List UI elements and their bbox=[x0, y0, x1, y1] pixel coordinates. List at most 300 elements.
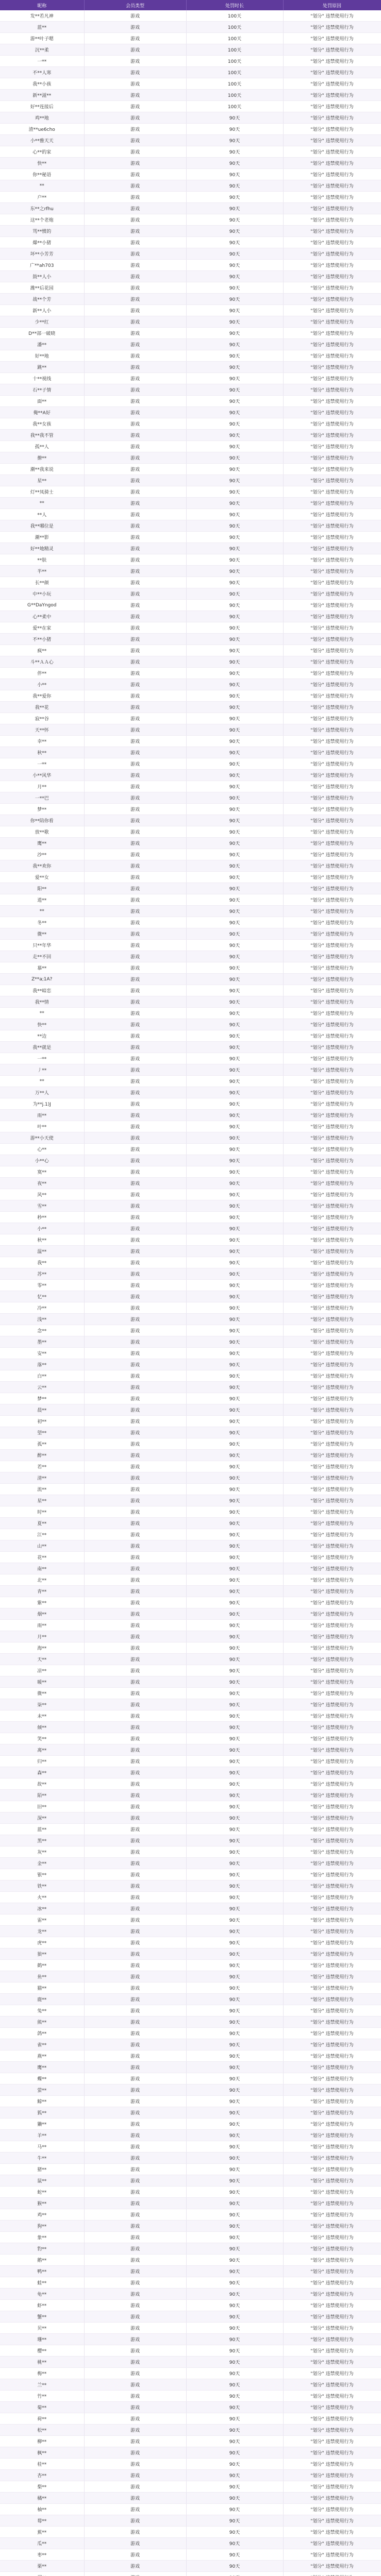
cell-member-type: 游戏 bbox=[84, 1812, 186, 1824]
cell-member-type: 游戏 bbox=[84, 1064, 186, 1076]
table-row bbox=[0, 611, 381, 622]
cell-duration: 90天 bbox=[186, 486, 283, 498]
table-row bbox=[0, 2425, 381, 2436]
table-row bbox=[0, 758, 381, 770]
table-row bbox=[0, 849, 381, 860]
cell-duration: 100天 bbox=[186, 90, 283, 101]
table-row bbox=[0, 1121, 381, 1132]
cell-reason: "划分" 违禁使用行为 bbox=[283, 2243, 381, 2255]
cell-reason: "划分" 违禁使用行为 bbox=[283, 1699, 381, 1710]
cell-nickname: 游**小天使 bbox=[0, 1132, 84, 1144]
cell-reason: "划分" 违禁使用行为 bbox=[283, 248, 381, 260]
cell-duration: 90天 bbox=[186, 1914, 283, 1926]
cell-member-type: 游戏 bbox=[84, 2515, 186, 2527]
cell-duration: 100天 bbox=[186, 10, 283, 22]
cell-nickname bbox=[0, 2572, 84, 2576]
cell-duration: 90天 bbox=[186, 2447, 283, 2459]
cell-reason: "划分" 违禁使用行为 bbox=[283, 328, 381, 339]
cell-nickname: **边 bbox=[0, 1030, 84, 1042]
table-row bbox=[0, 2198, 381, 2209]
cell-duration: 90天 bbox=[186, 1495, 283, 1506]
cell-reason: "划分" 违禁使用行为 bbox=[283, 804, 381, 815]
cell-member-type: 游戏 bbox=[84, 1359, 186, 1370]
cell-duration: 90天 bbox=[186, 2050, 283, 2062]
table-row bbox=[0, 951, 381, 962]
cell-reason: "划分" 违禁使用行为 bbox=[283, 1291, 381, 1302]
cell-nickname: **肤 bbox=[0, 554, 84, 566]
cell-nickname: 撩** bbox=[0, 452, 84, 464]
cell-nickname: 十**视线 bbox=[0, 373, 84, 384]
cell-duration bbox=[186, 2572, 283, 2576]
cell-nickname: 鹿** bbox=[0, 1994, 84, 2005]
cell-duration: 90天 bbox=[186, 2459, 283, 2470]
cell-duration: 90天 bbox=[186, 498, 283, 509]
table-row bbox=[0, 872, 381, 883]
cell-duration: 90天 bbox=[186, 1563, 283, 1574]
cell-reason: "划分" 违禁使用行为 bbox=[283, 2028, 381, 2039]
table-row bbox=[0, 917, 381, 928]
cell-member-type: 游戏 bbox=[84, 634, 186, 645]
cell-nickname: 爱**女 bbox=[0, 872, 84, 883]
cell-nickname: 我**就是 bbox=[0, 1042, 84, 1053]
cell-duration: 90天 bbox=[186, 883, 283, 894]
cell-duration: 90天 bbox=[186, 2470, 283, 2481]
table-row bbox=[0, 645, 381, 656]
cell-duration: 90天 bbox=[186, 1268, 283, 1280]
cell-nickname: 鲸** bbox=[0, 2096, 84, 2107]
table-row bbox=[0, 996, 381, 1008]
cell-member-type: 游戏 bbox=[84, 1586, 186, 1597]
cell-nickname: 新**人小 bbox=[0, 305, 84, 316]
cell-reason: "划分" 违禁使用行为 bbox=[283, 1325, 381, 1336]
cell-reason: "划分" 违禁使用行为 bbox=[283, 475, 381, 486]
table-row bbox=[0, 1348, 381, 1359]
cell-member-type: 游戏 bbox=[84, 520, 186, 532]
cell-member-type: 游戏 bbox=[84, 1858, 186, 1869]
cell-reason: "划分" 违禁使用行为 bbox=[283, 2334, 381, 2345]
cell-reason: "划分" 违禁使用行为 bbox=[283, 996, 381, 1008]
cell-duration: 90天 bbox=[186, 2005, 283, 2016]
cell-member-type: 游戏 bbox=[84, 2391, 186, 2402]
cell-duration: 90天 bbox=[186, 1688, 283, 1699]
cell-nickname: ** bbox=[0, 1008, 84, 1019]
cell-reason: "划分" 违禁使用行为 bbox=[283, 940, 381, 951]
cell-reason: "划分" 违禁使用行为 bbox=[283, 33, 381, 44]
table-row bbox=[0, 1642, 381, 1654]
table-row bbox=[0, 577, 381, 588]
cell-nickname: 狐** bbox=[0, 2107, 84, 2119]
cell-member-type: 游戏 bbox=[84, 101, 186, 112]
cell-reason: "划分" 违禁使用行为 bbox=[283, 1200, 381, 1212]
cell-nickname: **人 bbox=[0, 509, 84, 520]
cell-nickname: 天**怀 bbox=[0, 724, 84, 736]
cell-duration: 90天 bbox=[186, 543, 283, 554]
cell-reason: "划分" 违禁使用行为 bbox=[283, 554, 381, 566]
table-row bbox=[0, 656, 381, 668]
cell-member-type: 游戏 bbox=[84, 248, 186, 260]
cell-reason: "划分" 违禁使用行为 bbox=[283, 1155, 381, 1166]
cell-reason: "划分" 违禁使用行为 bbox=[283, 1665, 381, 1676]
cell-reason: "划分" 违禁使用行为 bbox=[283, 373, 381, 384]
cell-member-type: 游戏 bbox=[84, 951, 186, 962]
cell-reason: "划分" 违禁使用行为 bbox=[283, 679, 381, 690]
cell-duration: 90天 bbox=[186, 1042, 283, 1053]
cell-reason: "划分" 违禁使用行为 bbox=[283, 1416, 381, 1427]
cell-nickname: 未** bbox=[0, 1710, 84, 1722]
cell-reason: "划分" 违禁使用行为 bbox=[283, 2357, 381, 2368]
cell-member-type: 游戏 bbox=[84, 2073, 186, 2084]
cell-nickname: D**部一破晓 bbox=[0, 328, 84, 339]
cell-reason: "划分" 违禁使用行为 bbox=[283, 2323, 381, 2334]
cell-nickname: 枫** bbox=[0, 2447, 84, 2459]
table-row bbox=[0, 1631, 381, 1642]
cell-duration: 90天 bbox=[186, 1132, 283, 1144]
table-row bbox=[0, 2096, 381, 2107]
cell-reason: "划分" 违禁使用行为 bbox=[283, 1030, 381, 1042]
table-row bbox=[0, 1846, 381, 1858]
table-row bbox=[0, 1166, 381, 1178]
cell-member-type: 游戏 bbox=[84, 1518, 186, 1529]
cell-member-type: 游戏 bbox=[84, 2368, 186, 2379]
cell-member-type: 游戏 bbox=[84, 1790, 186, 1801]
cell-reason: "划分" 违禁使用行为 bbox=[283, 2368, 381, 2379]
table-row bbox=[0, 237, 381, 248]
cell-nickname: 丿** bbox=[0, 1064, 84, 1076]
cell-reason bbox=[283, 2572, 381, 2576]
cell-nickname: 我**花 bbox=[0, 702, 84, 713]
cell-reason: "划分" 违禁使用行为 bbox=[283, 2425, 381, 2436]
table-row bbox=[0, 2221, 381, 2232]
table-row bbox=[0, 2209, 381, 2221]
cell-duration: 90天 bbox=[186, 1756, 283, 1767]
table-row bbox=[0, 2107, 381, 2119]
cell-duration: 90天 bbox=[186, 962, 283, 974]
cell-duration: 90天 bbox=[186, 702, 283, 713]
cell-member-type: 游戏 bbox=[84, 872, 186, 883]
cell-nickname: 蓝** bbox=[0, 1824, 84, 1835]
cell-member-type: 游戏 bbox=[84, 826, 186, 838]
cell-member-type: 游戏 bbox=[84, 1767, 186, 1778]
cell-member-type: 游戏 bbox=[84, 2096, 186, 2107]
cell-member-type: 游戏 bbox=[84, 260, 186, 271]
header-penalty-reason: 处罚原因 bbox=[283, 0, 381, 10]
cell-member-type: 游戏 bbox=[84, 498, 186, 509]
cell-reason: "划分" 违禁使用行为 bbox=[283, 2277, 381, 2289]
cell-reason: "划分" 违禁使用行为 bbox=[283, 56, 381, 67]
cell-reason: "划分" 违禁使用行为 bbox=[283, 2153, 381, 2164]
table-row bbox=[0, 928, 381, 940]
cell-duration: 90天 bbox=[186, 1994, 283, 2005]
cell-nickname: 冰** bbox=[0, 1903, 84, 1914]
cell-reason: "划分" 违禁使用行为 bbox=[283, 2515, 381, 2527]
cell-reason: "划分" 违禁使用行为 bbox=[283, 1767, 381, 1778]
table-row bbox=[0, 2073, 381, 2084]
cell-duration: 90天 bbox=[186, 294, 283, 305]
table-row bbox=[0, 441, 381, 452]
cell-reason: "划分" 违禁使用行为 bbox=[283, 2130, 381, 2141]
cell-duration: 90天 bbox=[186, 1438, 283, 1450]
cell-duration: 90天 bbox=[186, 1744, 283, 1756]
cell-nickname: 熊** bbox=[0, 2016, 84, 2028]
cell-duration: 90天 bbox=[186, 339, 283, 350]
cell-duration: 90天 bbox=[186, 1008, 283, 1019]
cell-reason: "划分" 违禁使用行为 bbox=[283, 2084, 381, 2096]
cell-duration: 90天 bbox=[186, 792, 283, 804]
table-row bbox=[0, 169, 381, 180]
cell-member-type: 游戏 bbox=[84, 2277, 186, 2289]
cell-duration: 90天 bbox=[186, 407, 283, 418]
table-row bbox=[0, 1189, 381, 1200]
table-row bbox=[0, 566, 381, 577]
table-row bbox=[0, 1858, 381, 1869]
cell-nickname: 户** bbox=[0, 192, 84, 203]
cell-member-type: 游戏 bbox=[84, 328, 186, 339]
table-row bbox=[0, 736, 381, 747]
cell-reason: "划分" 违禁使用行为 bbox=[283, 271, 381, 282]
cell-nickname: 羊** bbox=[0, 2130, 84, 2141]
cell-reason: "划分" 违禁使用行为 bbox=[283, 1597, 381, 1608]
cell-nickname: 江** bbox=[0, 1529, 84, 1540]
cell-nickname: 好**地精灵 bbox=[0, 543, 84, 554]
cell-nickname: 潮**影 bbox=[0, 532, 84, 543]
cell-duration: 90天 bbox=[186, 1336, 283, 1348]
table-row bbox=[0, 498, 381, 509]
cell-duration: 90天 bbox=[186, 2107, 283, 2119]
table-row bbox=[0, 2277, 381, 2289]
cell-member-type: 游戏 bbox=[84, 2289, 186, 2300]
cell-member-type: 游戏 bbox=[84, 1325, 186, 1336]
cell-nickname: 菊** bbox=[0, 2402, 84, 2413]
cell-reason: "划分" 违禁使用行为 bbox=[283, 1552, 381, 1563]
cell-reason: "划分" 违禁使用行为 bbox=[283, 2039, 381, 2050]
cell-member-type: 游戏 bbox=[84, 1019, 186, 1030]
table-row bbox=[0, 418, 381, 430]
cell-nickname: 瓜** bbox=[0, 2538, 84, 2549]
cell-nickname: 疯** bbox=[0, 645, 84, 656]
cell-member-type: 游戏 bbox=[84, 2005, 186, 2016]
cell-duration: 90天 bbox=[186, 1812, 283, 1824]
table-row bbox=[0, 2504, 381, 2515]
cell-reason: "划分" 违禁使用行为 bbox=[283, 1812, 381, 1824]
table-row bbox=[0, 1608, 381, 1620]
table-row bbox=[0, 1597, 381, 1608]
table-row bbox=[0, 396, 381, 407]
cell-duration: 90天 bbox=[186, 1223, 283, 1234]
cell-member-type: 游戏 bbox=[84, 226, 186, 237]
cell-member-type: 游戏 bbox=[84, 1733, 186, 1744]
cell-nickname: 北** bbox=[0, 1574, 84, 1586]
cell-nickname: 一** bbox=[0, 1053, 84, 1064]
cell-nickname: 温** bbox=[0, 1246, 84, 1257]
table-row bbox=[0, 781, 381, 792]
cell-reason: "划分" 违禁使用行为 bbox=[283, 2402, 381, 2413]
cell-member-type: 游戏 bbox=[84, 1506, 186, 1518]
cell-reason: "划分" 违禁使用行为 bbox=[283, 1733, 381, 1744]
table-row bbox=[0, 2402, 381, 2413]
cell-reason: "划分" 违禁使用行为 bbox=[283, 78, 381, 90]
table-row bbox=[0, 452, 381, 464]
cell-member-type: 游戏 bbox=[84, 736, 186, 747]
cell-duration: 90天 bbox=[186, 2016, 283, 2028]
cell-reason: "划分" 违禁使用行为 bbox=[283, 441, 381, 452]
cell-member-type: 游戏 bbox=[84, 2050, 186, 2062]
cell-duration: 90天 bbox=[186, 1110, 283, 1121]
cell-member-type: 游戏 bbox=[84, 146, 186, 158]
table-row bbox=[0, 1801, 381, 1812]
cell-duration: 90天 bbox=[186, 1098, 283, 1110]
cell-duration: 90天 bbox=[186, 362, 283, 373]
cell-duration: 90天 bbox=[186, 2413, 283, 2425]
cell-member-type: 游戏 bbox=[84, 1234, 186, 1246]
cell-nickname: 兰** bbox=[0, 2379, 84, 2391]
cell-reason: "划分" 违禁使用行为 bbox=[283, 1676, 381, 1688]
cell-reason: "划分" 违禁使用行为 bbox=[283, 1892, 381, 1903]
cell-duration: 90天 bbox=[186, 860, 283, 872]
cell-duration: 90天 bbox=[186, 1427, 283, 1438]
cell-duration: 90天 bbox=[186, 951, 283, 962]
cell-member-type: 游戏 bbox=[84, 1178, 186, 1189]
table-row bbox=[0, 305, 381, 316]
cell-reason: "划分" 违禁使用行为 bbox=[283, 1858, 381, 1869]
cell-nickname: 潮**我来说 bbox=[0, 464, 84, 475]
cell-duration: 90天 bbox=[186, 1121, 283, 1132]
cell-nickname: ** bbox=[0, 906, 84, 917]
cell-member-type: 游戏 bbox=[84, 452, 186, 464]
cell-reason: "划分" 违禁使用行为 bbox=[283, 384, 381, 396]
table-row bbox=[0, 1144, 381, 1155]
table-row bbox=[0, 1019, 381, 1030]
cell-nickname: 梅** bbox=[0, 2368, 84, 2379]
table-row bbox=[0, 2028, 381, 2039]
cell-member-type: 游戏 bbox=[84, 1144, 186, 1155]
cell-member-type: 游戏 bbox=[84, 668, 186, 679]
cell-duration: 90天 bbox=[186, 1019, 283, 1030]
cell-reason: "划分" 违禁使用行为 bbox=[283, 1835, 381, 1846]
cell-reason: "划分" 违禁使用行为 bbox=[283, 668, 381, 679]
cell-reason: "划分" 违禁使用行为 bbox=[283, 2311, 381, 2323]
table-row bbox=[0, 135, 381, 146]
cell-nickname: 为**j.1)J bbox=[0, 1098, 84, 1110]
table-row bbox=[0, 1212, 381, 1223]
table-row bbox=[0, 1223, 381, 1234]
cell-member-type: 游戏 bbox=[84, 2039, 186, 2050]
cell-member-type: 游戏 bbox=[84, 373, 186, 384]
cell-reason: "划分" 违禁使用行为 bbox=[283, 815, 381, 826]
cell-duration: 90天 bbox=[186, 1948, 283, 1960]
cell-member-type: 游戏 bbox=[84, 1654, 186, 1665]
cell-duration: 90天 bbox=[186, 1880, 283, 1892]
table-row bbox=[0, 2345, 381, 2357]
cell-duration: 90天 bbox=[186, 1064, 283, 1076]
cell-duration: 90天 bbox=[186, 1484, 283, 1495]
cell-member-type: 游戏 bbox=[84, 1087, 186, 1098]
table-row bbox=[0, 1835, 381, 1846]
table-row bbox=[0, 339, 381, 350]
cell-member-type: 游戏 bbox=[84, 792, 186, 804]
cell-member-type: 游戏 bbox=[84, 1166, 186, 1178]
cell-reason: "划分" 违禁使用行为 bbox=[283, 237, 381, 248]
cell-duration: 90天 bbox=[186, 1370, 283, 1382]
cell-reason: "划分" 违禁使用行为 bbox=[283, 90, 381, 101]
table-row bbox=[0, 600, 381, 611]
cell-nickname: 鹰** bbox=[0, 2062, 84, 2073]
cell-nickname: 我**我不管 bbox=[0, 430, 84, 441]
cell-nickname: 离** bbox=[0, 1744, 84, 1756]
cell-member-type: 游戏 bbox=[84, 2379, 186, 2391]
cell-reason: "划分" 违禁使用行为 bbox=[283, 158, 381, 169]
cell-member-type: 游戏 bbox=[84, 22, 186, 33]
cell-member-type: 游戏 bbox=[84, 838, 186, 849]
cell-nickname: 蓝** bbox=[0, 22, 84, 33]
table-row bbox=[0, 2164, 381, 2175]
cell-duration: 90天 bbox=[186, 2141, 283, 2153]
cell-duration: 90天 bbox=[186, 600, 283, 611]
cell-nickname: 爱**在家 bbox=[0, 622, 84, 634]
cell-nickname: 阳** bbox=[0, 883, 84, 894]
cell-reason: "划分" 违禁使用行为 bbox=[283, 532, 381, 543]
cell-duration: 90天 bbox=[186, 1178, 283, 1189]
cell-member-type: 游戏 bbox=[84, 1404, 186, 1416]
cell-duration: 90天 bbox=[186, 1257, 283, 1268]
table-row bbox=[0, 1178, 381, 1189]
table-row bbox=[0, 486, 381, 498]
cell-member-type: 游戏 bbox=[84, 90, 186, 101]
cell-member-type: 游戏 bbox=[84, 1756, 186, 1767]
cell-member-type: 游戏 bbox=[84, 1053, 186, 1064]
cell-reason: "划分" 违禁使用行为 bbox=[283, 2198, 381, 2209]
cell-duration: 90天 bbox=[186, 1280, 283, 1291]
cell-reason: "划分" 违禁使用行为 bbox=[283, 520, 381, 532]
cell-nickname: 伴** bbox=[0, 668, 84, 679]
cell-duration: 90天 bbox=[186, 1903, 283, 1914]
table-row bbox=[0, 248, 381, 260]
cell-reason: "划分" 违禁使用行为 bbox=[283, 1654, 381, 1665]
table-row bbox=[0, 2549, 381, 2561]
cell-member-type: 游戏 bbox=[84, 1416, 186, 1427]
cell-nickname: 归** bbox=[0, 1756, 84, 1767]
cell-member-type: 游戏 bbox=[84, 1903, 186, 1914]
cell-reason: "划分" 违禁使用行为 bbox=[283, 928, 381, 940]
cell-reason: "划分" 违禁使用行为 bbox=[283, 1302, 381, 1314]
cell-member-type: 游戏 bbox=[84, 1438, 186, 1450]
table-row bbox=[0, 1098, 381, 1110]
cell-member-type: 游戏 bbox=[84, 2504, 186, 2515]
cell-duration: 90天 bbox=[186, 588, 283, 600]
cell-member-type: 游戏 bbox=[84, 2470, 186, 2481]
cell-nickname: 栗** bbox=[0, 2561, 84, 2572]
cell-nickname: 柚** bbox=[0, 2504, 84, 2515]
cell-reason: "划分" 违禁使用行为 bbox=[283, 894, 381, 906]
table-row bbox=[0, 826, 381, 838]
cell-duration: 90天 bbox=[186, 996, 283, 1008]
table-row bbox=[0, 260, 381, 271]
table-row bbox=[0, 1416, 381, 1427]
table-row bbox=[0, 316, 381, 328]
cell-member-type: 游戏 bbox=[84, 781, 186, 792]
cell-nickname: 你**陪你看 bbox=[0, 815, 84, 826]
cell-member-type: 游戏 bbox=[84, 2527, 186, 2538]
cell-nickname: 战**个芳 bbox=[0, 294, 84, 305]
cell-member-type: 游戏 bbox=[84, 441, 186, 452]
table-row bbox=[0, 1450, 381, 1461]
cell-nickname: 虎** bbox=[0, 1937, 84, 1948]
cell-nickname: 心** bbox=[0, 1144, 84, 1155]
cell-nickname: 猫** bbox=[0, 1982, 84, 1994]
cell-member-type: 游戏 bbox=[84, 33, 186, 44]
cell-reason: "划分" 违禁使用行为 bbox=[283, 2379, 381, 2391]
cell-duration: 90天 bbox=[186, 192, 283, 203]
table-row bbox=[0, 1438, 381, 1450]
